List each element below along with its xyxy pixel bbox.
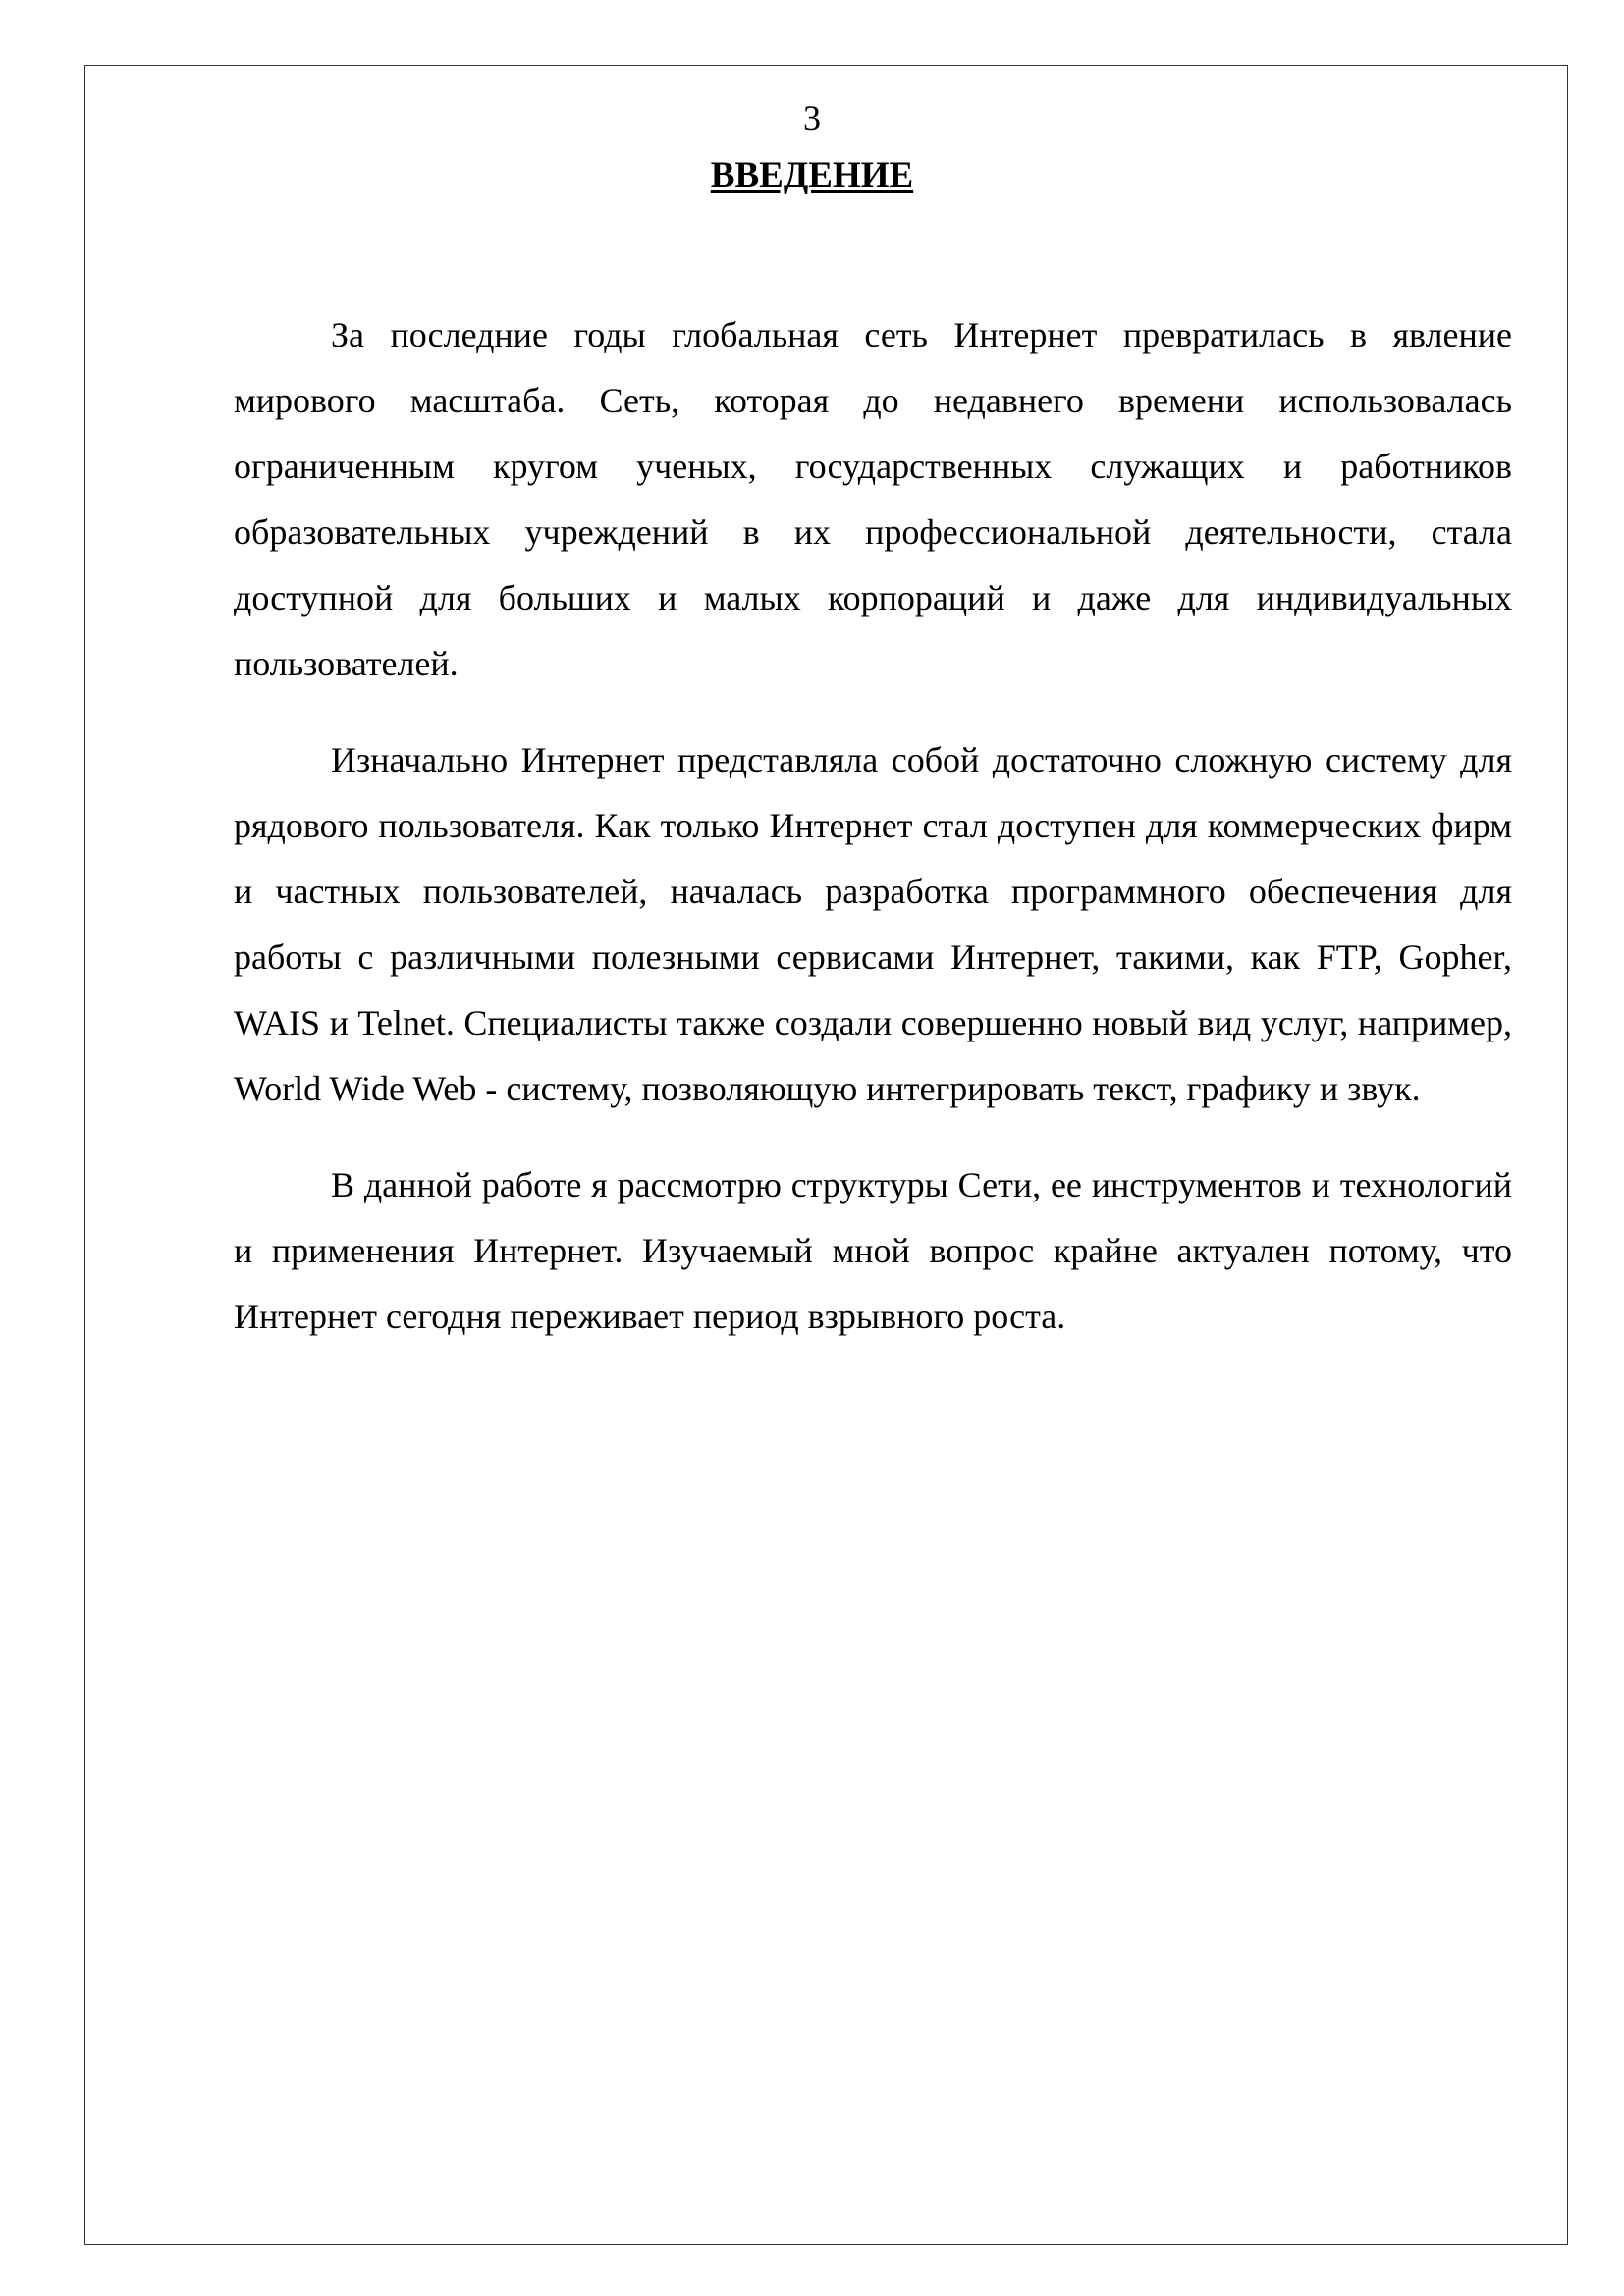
page-number: 3: [803, 98, 821, 137]
paragraph-2: Изначально Интернет представляла собой достаточно сложную систему для рядового пользователя. Как только Интернет стал доступен для коммерческих фирм и частных пользователей, началась разработка программного обеспечения для работы с различными полезными сервисами Интернет, такими, как FTP, Gopher, WAIS и Telnet. Специалисты также создали совершенно новый вид услуг, например, World Wide Web - систему, позволяющую интегрировать текст, графику и звук.: [234, 740, 1512, 1108]
body-text: [234, 302, 1512, 1380]
paragraph-3: В данной работе я рассмотрю структуры Сети, ее инструментов и технологий и применения Интернет. Изучаемый мной вопрос крайне актуален потому, что Интернет сегодня переживает период взрывного роста.: [234, 1165, 1512, 1336]
section-title: ВВЕДЕНИЕ: [710, 155, 914, 195]
paragraph-1: За последние годы глобальная сеть Интернет превратилась в явление мирового масштаба. Сеть, которая до недавнего времени использовалась ограниченным кругом ученых, государственных служащих и работников образовательных учреждений в их профессиональной деятельности, стала доступной для больших и малых корпораций и даже для индивидуальных пользователей.: [234, 315, 1512, 683]
